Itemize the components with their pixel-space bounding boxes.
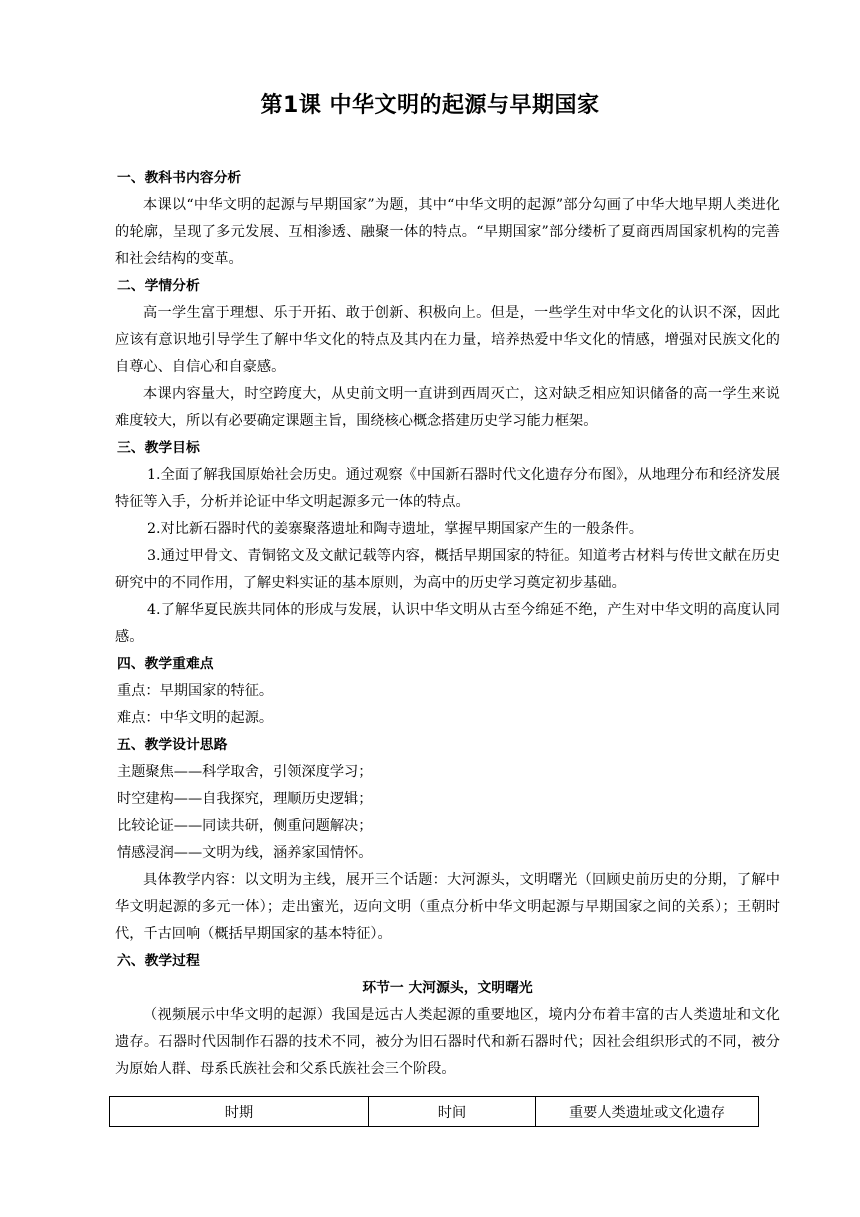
section-heading-1: 一、教科书内容分析 [117,170,242,186]
subsection-heading: 环节一 大河源头，文明曙光 [362,980,533,996]
page-title: 第1课 中华文明的起源与早期国家 [260,93,600,118]
goal-item: 4.了解华夏民族共同体的形成与发展，认识中华文明从古至今绵延不绝，产生对中华文明的高度认同感。 [115,602,780,645]
section-heading-2: 二、学情分析 [117,278,200,294]
section-heading-3: 三、教学目标 [117,440,200,456]
paragraph: 具体教学内容：以文明为主线，展开三个话题：大河源头，文明曙光（回顾史前历史的分期，了解中华文明起源的多元一体）；走出蜜光，迈向文明（重点分析中华文明起源与早期国家之间的关系）；王朝时代，千古回响（概括早期国家的基本特征）。 [115,872,780,942]
goal-item: 1.全面了解我国原始社会历史。通过观察《中国新石器时代文化遗存分布图》，从地理分布和经济发展特征等入手，分析并论证中华文明起源多元一体的特点。 [115,467,780,510]
section-heading-5: 五、教学设计思路 [117,737,228,753]
goal-item: 3.通过甲骨文、青铜铭文及文献记载等内容，概括早期国家的特征。知道考古材料与传世文献在历史研究中的不同作用，了解史料实证的基本原则，为高中的历史学习奠定初步基础。 [115,548,780,591]
paragraph: （视频展示中华文明的起源）我国是远古人类起源的重要地区，境内分布着丰富的古人类遗址和文化遗存。石器时代因制作石器的技术不同，被分为旧石器时代和新石器时代；因社会组织形式的不同，被分为原始人群、母系氏族社会和父系氏族社会三个阶段。 [115,1007,780,1077]
section-heading-4: 四、教学重难点 [117,656,214,672]
table-header-cell: 重要人类遗址或文化遗存 [536,1097,759,1127]
design-line: 情感浸润——文明为线，涵养家国情怀。 [117,845,373,861]
paragraph: 高一学生富于理想、乐于开拓、敢于创新、积极向上。但是，一些学生对中华文化的认识不深，因此应该有意识地引导学生了解中华文化的特点及其内在力量，培养热爱中华文化的情感，增强对民族文化的自尊心、自信心和自豪感。 [115,305,780,375]
table-header-cell: 时间 [369,1097,536,1127]
difficult-point: 难点：中华文明的起源。 [117,710,274,726]
section-heading-6: 六、教学过程 [117,953,200,969]
document-body [115,165,780,1083]
paragraph: 本课以“中华文明的起源与早期国家”为题，其中“中华文明的起源”部分勾画了中华大地早期人类进化的轮廓，呈现了多元发展、互相渗透、融聚一体的特点。“早期国家”部分缕析了夏商西周国家机构的完善和社会结构的变革。 [115,197,780,267]
period-table [109,1096,759,1127]
design-line: 比较论证——同读共研，侧重问题解决； [117,818,373,834]
goal-item: 2.对比新石器时代的姜寨聚落遗址和陶寺遗址，掌握早期国家产生的一般条件。 [147,521,643,537]
key-point: 重点：早期国家的特征。 [117,683,274,699]
paragraph: 本课内容量大，时空跨度大，从史前文明一直讲到西周灭亡，这对缺乏相应知识储备的高一学生来说难度较大，所以有必要确定课题主旨，围绕核心概念搭建历史学习能力框架。 [115,386,780,429]
design-line: 主题聚焦——科学取舍，引领深度学习； [117,764,373,780]
table-header-row [110,1097,759,1127]
design-line: 时空建构——自我探究，理顺历史逻辑； [117,791,373,807]
table-header-cell: 时期 [110,1097,369,1127]
